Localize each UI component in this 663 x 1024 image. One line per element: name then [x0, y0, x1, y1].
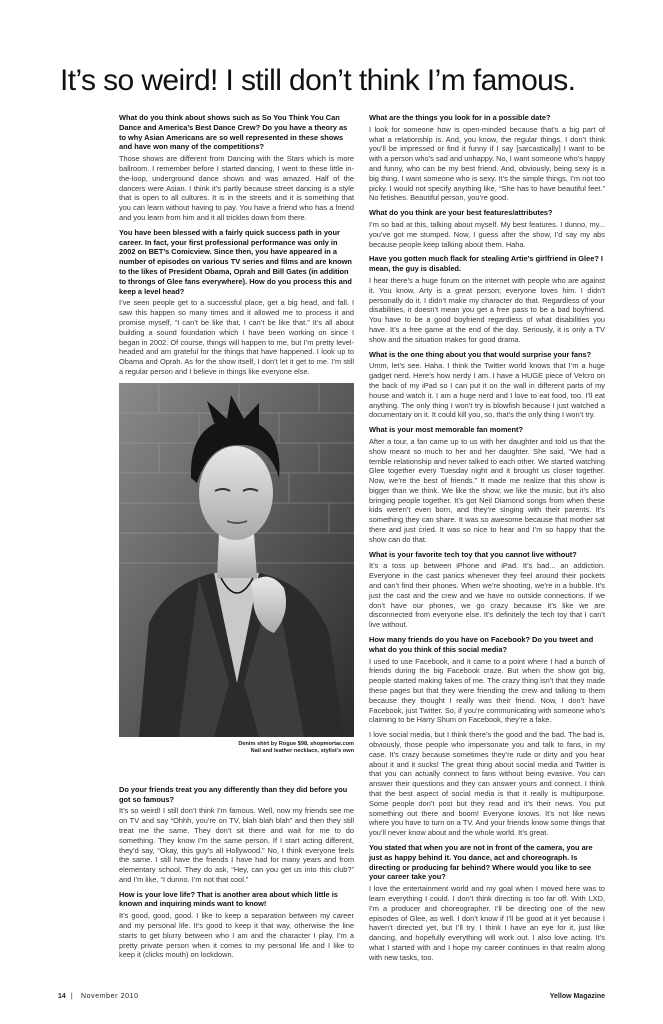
answer: Those shows are different from Dancing with the Stars which is more ballroom. I remember before I started dancing, I went to these little in-the-loop, underground dance shows and was amazed. Half of the dancers were Asian. I think it’s partly because street dancing is a style that is open to all cultures. It is in the streets and it is something that you can learn without having to pay. You have a friend who has a friend and you learn from him and it all trickles down from there. — [119, 154, 354, 222]
answer: I used to use Facebook, and it came to a point where I had a bunch of friends during the big Facebook craze. But when the show got big, people started making fakes of me. The crazy thing isn’t that they made these pages but that they were friending the crew and talking to them because they thought I really was their friend. Now, I don’t have Facebook, just Twitter. So, if you’re communicating with someone who’s claiming to be Harry Shum on Facebook, they’re a fake. — [369, 656, 605, 725]
footer-divider: | — [68, 993, 79, 1000]
question: You have been blessed with a fairly quick success path in your career. In fact, your first professional performance was only in 2002 on BET’s Comicview. Since then, you have appeared in a number of episodes on various TV series and films and are known to the likes of President Obama, Oprah and Bill Gates (in addition to throngs of Glee fans everywhere). How do you process this and keep a level head? — [119, 227, 352, 296]
answer: I’ve seen people get to a successful place, get a big head, and fall. I saw this happen so many times and it allowed me to process it and promise myself, “I can’t be like that, I can’t be like that.” It’s all about building a sound foundation which I have been working on since I began in 2002. Of course, things will happen to me, but I’m pretty level-headed and am grateful for the things that have happened. I look up to Obama and Oprah. As for the show itself, I don’t let it get to me. I’m still a regular person and I believe in things like everyone else. — [119, 298, 354, 376]
answer: It’s a toss up between iPhone and iPad. It’s bad... an addiction. Everyone in the cast panics whenever they feel around their pockets and can’t find their phones. When we’re shooting, we’re in a bubble. It’s just the cast and the crew and we have no outside connections. If we don’t have our phones, we go crazy because it’s like we are disconnected from everyone else. It’s definitely the tech toy that I can’t live without. — [369, 561, 605, 630]
question: Have you gotten much flack for stealing Artie’s girlfriend in Glee? I mean, the guy is disabled. — [369, 254, 603, 274]
page-number: 14 — [58, 993, 66, 1000]
question: What do you think about shows such as So You Think You Can Dance and America’s Best Dance Crew? Do you have a theory as to why Asian Americans are so well represented in these shows and have won many of the competitions? — [119, 113, 348, 152]
headline: It’s so weird! I still don’t think I’m famous. — [60, 64, 576, 97]
caption-line: Denim shirt by Rogue $98, shopmortar.com — [238, 740, 354, 747]
answer: Umm, let’s see. Haha. I think the Twitter world knows that I’m a huge gadget nerd. Here’s how nerdy I am. I have a HUGE piece of Velcro on the back of my iPad so I can put it on the wall in different parts of my house and watch it. I am a huge nerd and I love to eat food, too. I’ll eat anything. The only thing I won’t try is blowfish because I just watched a documentary on it. It could kill you, so, that’s the only thing I won’t try. — [369, 361, 605, 420]
answer: It’s good, good, good. I like to keep a separation between my career and my personal life. It’s good to keep it that way, otherwise the line starts to get blurry between who I am and the character I play. I’m a pretty private person when it comes to my personal life and I like to keep it (clicks mouth) on lockdown. — [119, 911, 354, 960]
question: You stated that when you are not in front of the camera, you are just as happy behind it. You dance, act and choreograph. Is directing or producing far behind? Where would you like to see your career take you? — [369, 842, 593, 882]
question: What are the things you look for in a possible date? — [369, 113, 551, 122]
question: What is your most memorable fan moment? — [369, 425, 523, 435]
answer: It’s so weird! I still don’t think I’m famous. Well, now my friends see me on TV and say “Ohhh, you’re on TV, blah blah blah” and then they still treat me the same. They don’t sit there and wait for me to do something. They know I’m the same person. If I start acting different, they’d say, “Okay, this guy’s all Hollywood.” No, I think everyone feels the same. I still have the friends I have had for many years and from elementary school. They do ask, “Hey, can you get us into this club?” and I’m like, “I dunno. I’m not that cool.” — [119, 806, 354, 884]
portrait-photo — [119, 383, 354, 737]
question: How is your love life? That is another area about which little is known and inquiring minds want to know! — [119, 889, 338, 909]
right-column — [369, 113, 605, 968]
portrait-illustration — [119, 383, 354, 737]
question: What is the one thing about you that would surprise your fans? — [369, 349, 592, 359]
left-column — [119, 113, 354, 965]
answer: After a tour, a fan came up to us with her daughter and told us that the show meant so much to her and her daughter. She said, “We had a terrible relationship and never talked to each other. We started watching Glee together every Tuesday night and it brought us closer together. Now, we’re the best of friends.” It made me realize that this show is bigger than we think. We like the show, we like the music, but it’s also bringing people together. It’s got Neil Diamond songs from when these kids weren’t even born, and they’re singing with their parents. It’s something they can share. It was so awesome because that mother sat there and just cried. It was so nice to hear and I’m so happy that the show can do that. — [369, 436, 605, 544]
footer-page-info — [58, 993, 139, 1000]
magazine-name: Yellow Magazine — [549, 993, 605, 1000]
answer: I love social media, but I think there’s the good and the bad. The bad is, obviously, those people who impersonate you and talk to fans, in my case. It’s crazy because sometimes they’re rude or dirty and you hear about it and it sucks! The great thing about social media and Twitter is that you can actually connect to fans without being evasive. You can answer their questions and they can answer yours and connect. I think that the best aspect of social media is that it really is multipurpose. Some people don’t post but they read and it’s their news. You put something out there and boom! Everyone knows. It’s not like news where you have to turn on a TV. And your friends know some things that you’ll never know about and the whole world. It’s great. — [369, 730, 605, 838]
issue-date: November 2010 — [80, 993, 139, 1000]
question: What is your favorite tech toy that you cannot live without? — [369, 549, 577, 559]
photo-caption — [119, 741, 354, 755]
question: Do your friends treat you any differently than they did before you got so famous? — [119, 784, 348, 804]
answer: I hear there’s a huge forum on the internet with people who are against it. You know, Arty is a great person; everyone loves him. I didn’t personally do it. I didn’t make my character do that. Regardless of your disabilities, it doesn’t mean you get a free pass to be a bad boyfriend. You have to be a good boyfriend regardless of what disabilities you have. It’s a free game at the end of the day. Seriously, it is only a TV show and the situation makes for good drama. — [369, 275, 605, 344]
question: How many friends do you have on Facebook? Do you tweet and what do you think of this social media? — [369, 635, 594, 654]
answer: I love the entertainment world and my goal when I moved here was to learn everything I could. I don’t think directing is too far off. With LXD, I’m a producer and choreographer. I’ll be directing one of the new episodes of Glee, as well. I don’t know if I’ll be good at it yet because I haven’t directed yet, but I’ll try. I think I have an eye for it, just like dancing, and hopefully everything will work out. I also love acting. It’s what I started with and I hope my career continues in that realm along with new tasks, too. — [369, 884, 605, 962]
caption-line: Nail and leather necklace, stylist’s own — [250, 747, 354, 754]
question: What do you think are your best features/attributes? — [369, 208, 553, 218]
answer: I’m so bad at this, talking about myself. My best features. I dunno, my... you’ve got me stumped. Now, I guess after the show, I’d say my abs because people keep talking about them. Haha. — [369, 219, 605, 249]
answer: I look for someone how is open-minded because that’s a big part of what a relationship is. And, you know, the regular things. I don’t think you’ll be impressed or find it funny if I say [sarcastically] I want to be with a person who’s sad and unhappy. No, I want someone who’s happy and funny, who can be my best friend. And, obviously, being sexy is a big thing. I want someone who is sexy. It’s the simple things, I’m not too picky. I would not specify anything like, “She has to have beautiful feet.” No fetishes. Beautiful person, you’re good. — [369, 124, 605, 203]
